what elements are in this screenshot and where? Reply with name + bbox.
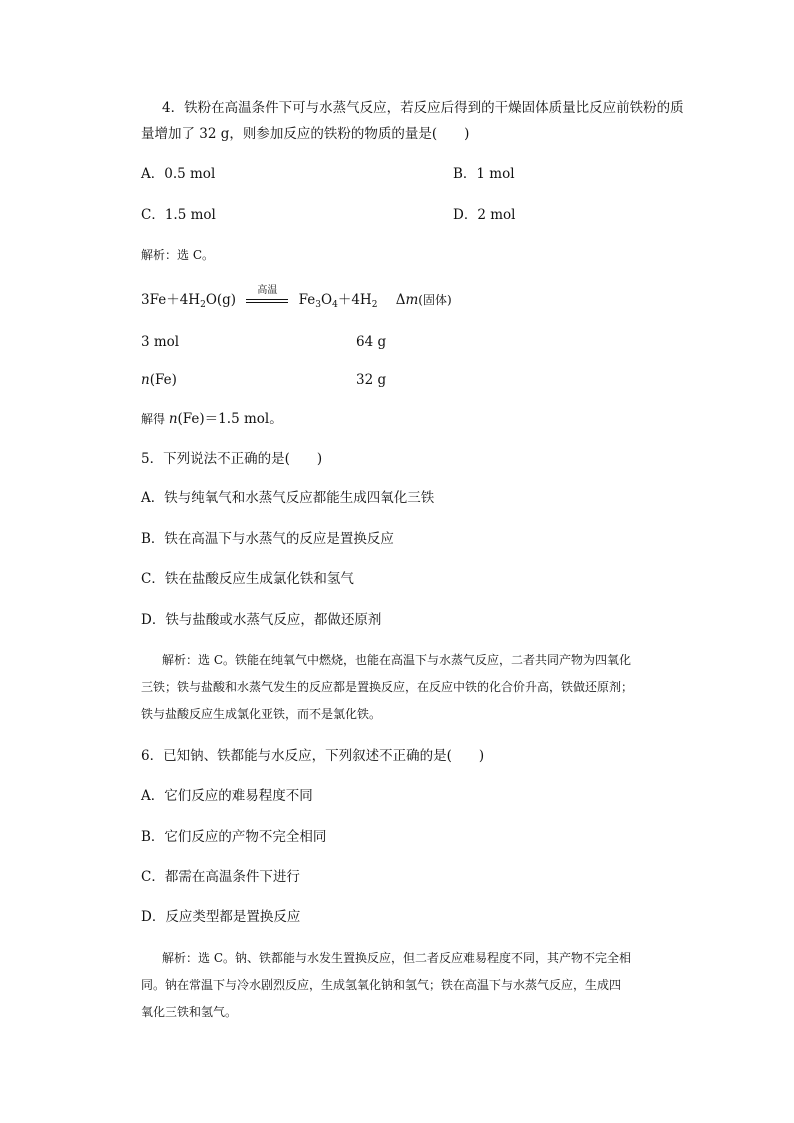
q6-option-c: C．都需在高温条件下进行 bbox=[141, 869, 300, 885]
q5-option-b: B．铁在高温下与水蒸气的反应是置换反应 bbox=[141, 531, 394, 547]
eq-right-sub3: 2 bbox=[371, 300, 378, 310]
eq-left-sub: 2 bbox=[200, 300, 206, 310]
eq-right-a: Fe bbox=[298, 292, 316, 308]
q5-option-c: C．铁在盐酸反应生成氯化铁和氢气 bbox=[141, 571, 354, 587]
q5-option-a: A．铁与纯氧气和水蒸气反应都能生成四氧化三铁 bbox=[141, 490, 435, 506]
q4-row2-right: 32 g bbox=[356, 372, 387, 388]
q6-option-d: D．反应类型都是置换反应 bbox=[141, 909, 301, 925]
eq-delta-tail: (固体) bbox=[418, 293, 452, 307]
q6-analysis-line3: 氧化三铁和氢气。 bbox=[141, 1005, 238, 1019]
q4-option-a: A．0.5 mol bbox=[141, 166, 216, 182]
eq-right-b: O bbox=[321, 292, 333, 308]
eq-condition: 高温 bbox=[257, 284, 278, 296]
eq-delta-m: m bbox=[405, 292, 419, 308]
eq-right-sub2: 4 bbox=[332, 300, 338, 310]
solve-b: (Fe)＝1.5 mol。 bbox=[177, 411, 283, 427]
q5-analysis-line1: 解析：选 C。铁能在纯氧气中燃烧，也能在高温下与水蒸气反应，二者共同产物为四氧化 bbox=[162, 653, 631, 667]
q6-stem: 6．已知钠、铁都能与水反应，下列叙述不正确的是( ) bbox=[141, 748, 485, 764]
eq-left-a: 3Fe＋4H bbox=[141, 292, 201, 308]
q5-analysis-line2: 三铁；铁与盐酸和水蒸气发生的反应都是置换反应，在反应中铁的化合价升高，铁做还原剂； bbox=[141, 680, 634, 694]
eq-right-sub1: 3 bbox=[315, 300, 322, 310]
row2-rest: (Fe) bbox=[149, 372, 177, 388]
q4-option-d: D．2 mol bbox=[453, 207, 516, 223]
q4-equation bbox=[141, 284, 452, 315]
q4-stem-line1: 4．铁粉在高温条件下可与水蒸气反应，若反应后得到的干燥固体质量比反应前铁粉的质 bbox=[162, 100, 684, 116]
q6-option-b: B．它们反应的产物不完全相同 bbox=[141, 829, 327, 845]
eq-left-b: O(g) bbox=[205, 292, 237, 308]
q4-row1-left: 3 mol bbox=[141, 334, 180, 350]
q4-stem-line2: 量增加了 32 g，则参加反应的铁粉的物质的量是( ) bbox=[141, 126, 470, 142]
eq-delta: Δ bbox=[395, 292, 406, 308]
eq-right-c: ＋4H bbox=[337, 292, 372, 308]
reaction-arrow bbox=[244, 284, 290, 311]
q5-option-d: D．铁与盐酸或水蒸气反应，都做还原剂 bbox=[141, 612, 382, 628]
q6-option-a: A．它们反应的难易程度不同 bbox=[141, 788, 313, 804]
eq-arrow-line-top bbox=[246, 299, 288, 300]
q4-solve bbox=[141, 409, 283, 429]
q5-stem: 5．下列说法不正确的是( ) bbox=[141, 451, 323, 467]
q4-analysis-head: 解析：选 C。 bbox=[141, 248, 214, 262]
q6-analysis-line1: 解析：选 C。钠、铁都能与水发生置换反应，但二者反应难易程度不同，其产物不完全相 bbox=[162, 951, 631, 965]
eq-arrow-line-bottom bbox=[246, 302, 288, 303]
q4-option-c: C．1.5 mol bbox=[141, 207, 216, 223]
q4-option-b: B．1 mol bbox=[453, 166, 515, 182]
q4-row2-left bbox=[141, 370, 177, 390]
solve-n: n bbox=[168, 411, 178, 427]
q4-row1-right: 64 g bbox=[356, 334, 387, 350]
row2-n: n bbox=[141, 372, 150, 388]
solve-a: 解得 bbox=[141, 412, 169, 426]
q5-analysis-line3: 铁与盐酸反应生成氯化亚铁，而不是氯化铁。 bbox=[141, 707, 382, 721]
q6-analysis-line2: 同。钠在常温下与冷水剧烈反应，生成氢氧化钠和氢气；铁在高温下与水蒸气反应，生成四 bbox=[141, 978, 622, 992]
